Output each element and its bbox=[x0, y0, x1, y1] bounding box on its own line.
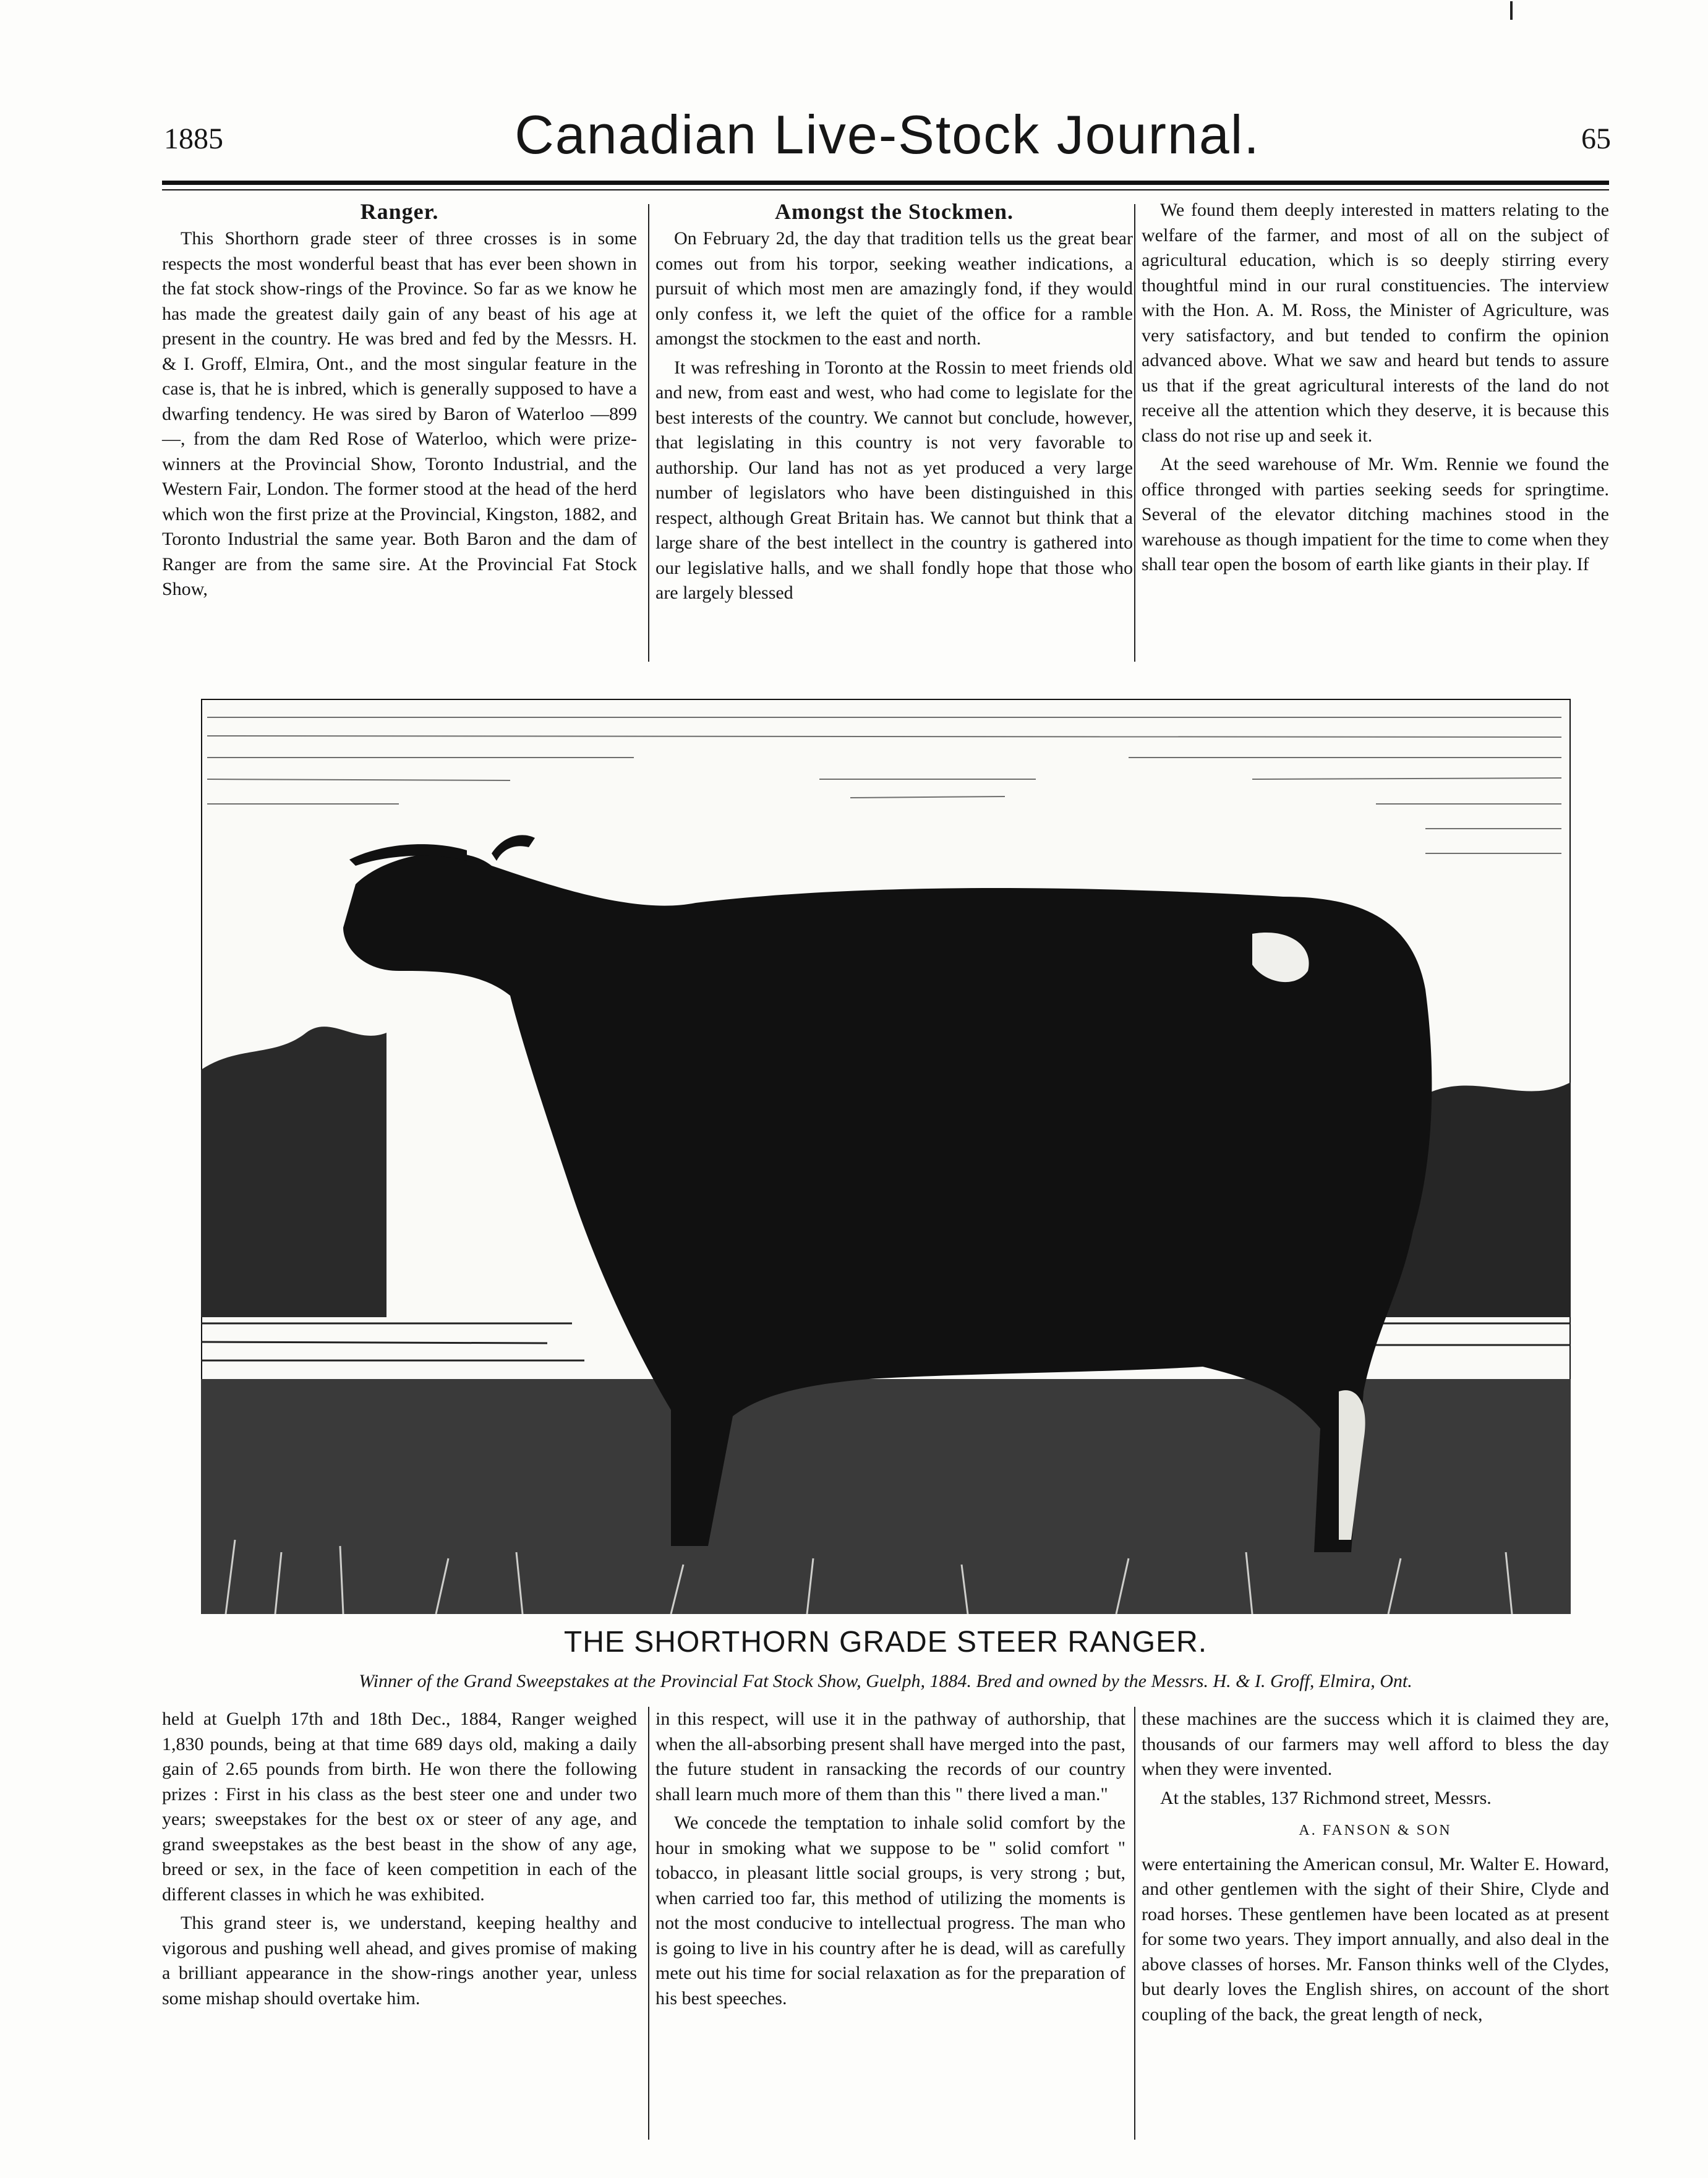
page-edge-mark bbox=[1510, 1, 1513, 20]
stockmen-paragraph-3: in this respect, will use it in the pathway of authorship, that when the all-absorbing present shall have merged into the past, the future student in ransacking the records of our country shall learn much more of them than this " there lived a man." bbox=[655, 1709, 1125, 1804]
stockmen-paragraph-2: It was refreshing in Toronto at the Rossin to meet friends old and new, from east and west, who had come to legislate for the best interests of the country. We cannot but conclude, however, that legislating in this country is not very favorable to authorship. Our land has not as yet produced a very large number of legislators who have been distinguished in this respect, although Great Britain has. We cannot but think that a large share of the best intellect in the country is gathered into our legislative halls, and we shall fondly hope that those who are largely blessed bbox=[655, 357, 1133, 603]
issue-year: 1885 bbox=[164, 122, 223, 155]
column3-paragraph-1: We found them deeply interested in matters relating to the welfare of the farmer, and most of all on the subject of agricultural education, which is so deeply stirring every thoughtful mind in our rural constituencies. The interview with the Hon. A. M. Ross, the Minister of Agriculture, was very satisfactory, and but tended to confirm the opinion advanced above. What we saw and heard but tends to assure us that if the great agricultural interests of the land do not receive all the attention which they deserve, it is because this class do not rise up and seek it. bbox=[1142, 200, 1609, 446]
article-heading-stockmen: Amongst the Stockmen. bbox=[775, 199, 1014, 224]
firm-name: A. FANSON & SON bbox=[1299, 1822, 1452, 1838]
column-divider bbox=[1134, 1707, 1135, 2140]
page-number: 65 bbox=[1581, 122, 1611, 155]
illustration-caption: THE SHORTHORN GRADE STEER RANGER. bbox=[563, 1626, 1208, 1659]
column3-paragraph-5: were entertaining the American consul, Mr. Walter E. Howard, and other gentlemen with the sight of their Shire, Clyde and road horses. These gentlemen have been located as at present for some two years. They import annually, and also deal in the above classes of horses. Mr. Fanson thinks well of the Clydes, but dearly loves the English shires, on account of the short coupling of the back, the great length of neck, bbox=[1142, 1853, 1609, 2025]
column3-paragraph-4: At the stables, 137 Richmond street, Messrs. bbox=[1160, 1787, 1492, 1808]
column3-paragraph-3: these machines are the success which it is claimed they are, thousands of our farmers may well afford to bless the day when they were invented. bbox=[1142, 1709, 1609, 1779]
journal-title: Canadian Live-Stock Journal. bbox=[515, 104, 1260, 165]
header-rule-thin bbox=[162, 189, 1609, 190]
column-stockmen-top bbox=[648, 198, 1133, 610]
ranger-paragraph-3: This grand steer is, we understand, keeping healthy and vigorous and pushing well ahead, and gives promise of making a brilliant appearance in the show-rings another year, unless some mishap should overtake him. bbox=[162, 1913, 637, 2009]
steer-illustration bbox=[201, 699, 1571, 1614]
column-ranger-bottom bbox=[162, 1707, 637, 2015]
masthead bbox=[158, 104, 1617, 165]
column-divider bbox=[1134, 204, 1135, 662]
header-rule-thick bbox=[162, 181, 1609, 185]
stockmen-paragraph-4: We concede the temptation to inhale solid comfort by the hour in smoking what we suppose to be " solid comfort " tobacco, in pleasant little social groups, is very strong ; but, when carried too far, this method of utilizing the moments is not the most conducive to intellectual progress. The man who is going to live in his country after he is dead, will as carefully mete out his time for social relaxation as for the preparation of his best speeches. bbox=[655, 1813, 1125, 2009]
column-ranger-top bbox=[162, 198, 637, 606]
illustration-credit: Winner of the Grand Sweepstakes at the Provincial Fat Stock Show, Guelph, 1884. Bred and owned by the Messrs. H. & I. Groff, Elmira, Ont. bbox=[359, 1671, 1412, 1691]
ranger-paragraph-1: This Shorthorn grade steer of three crosses is in some respects the most wonderful beast that has ever been shown in the fat stock show-rings of the Province. So far as we know he has made the greatest daily gain of any beast of his age at present in the country. He was bred and fed by the Messrs. H. & I. Groff, Elmira, Ont., and the most singular feature in the case is, that he is inbred, which is generally supposed to have a dwarfing tendency. He was sired by Baron of Waterloo —899—, from the dam Red Rose of Waterloo, which were prize-winners at the Provincial Show, Toronto Industrial, and the Western Fair, London. The former stood at the head of the herd which won the first prize at the Provincial, Kingston, 1882, and Toronto Industrial the same year. Both Baron and the dam of Ranger are from the same sire. At the Provincial Fat Stock Show, bbox=[162, 228, 637, 599]
column-three-top bbox=[1142, 198, 1609, 581]
article-heading-ranger: Ranger. bbox=[360, 199, 439, 224]
ranger-paragraph-2: held at Guelph 17th and 18th Dec., 1884, Ranger weighed 1,830 pounds, being at that time 689 days old, making a daily gain of 2.65 pounds from birth. He won there the following prizes : First in his class as the best steer one and under two years; sweepstakes for the best ox or steer of any age, and grand sweepstakes as the best beast in the show of any age, breed or sex, in the face of keen competition in each of the different classes in which he was exhibited. bbox=[162, 1709, 637, 1905]
column-divider bbox=[648, 1707, 649, 2140]
stockmen-paragraph-1: On February 2d, the day that tradition tells us the great bear comes out from his torpor, seeking weather indications, a pursuit of which most men are amazingly fond, if they would only confess it, we left the quiet of the office for a ramble amongst the stockmen to the east and north. bbox=[655, 228, 1133, 349]
column-stockmen-bottom bbox=[655, 1707, 1125, 2015]
column3-paragraph-2: At the seed warehouse of Mr. Wm. Rennie we found the office thronged with parties seeking seeds for springtime. Several of the elevator ditching machines stood in the warehouse as though impatient for the time to come when they shall tear open the bosom of earth like giants in their play. If bbox=[1142, 454, 1609, 574]
column-three-bottom bbox=[1142, 1707, 1609, 2031]
